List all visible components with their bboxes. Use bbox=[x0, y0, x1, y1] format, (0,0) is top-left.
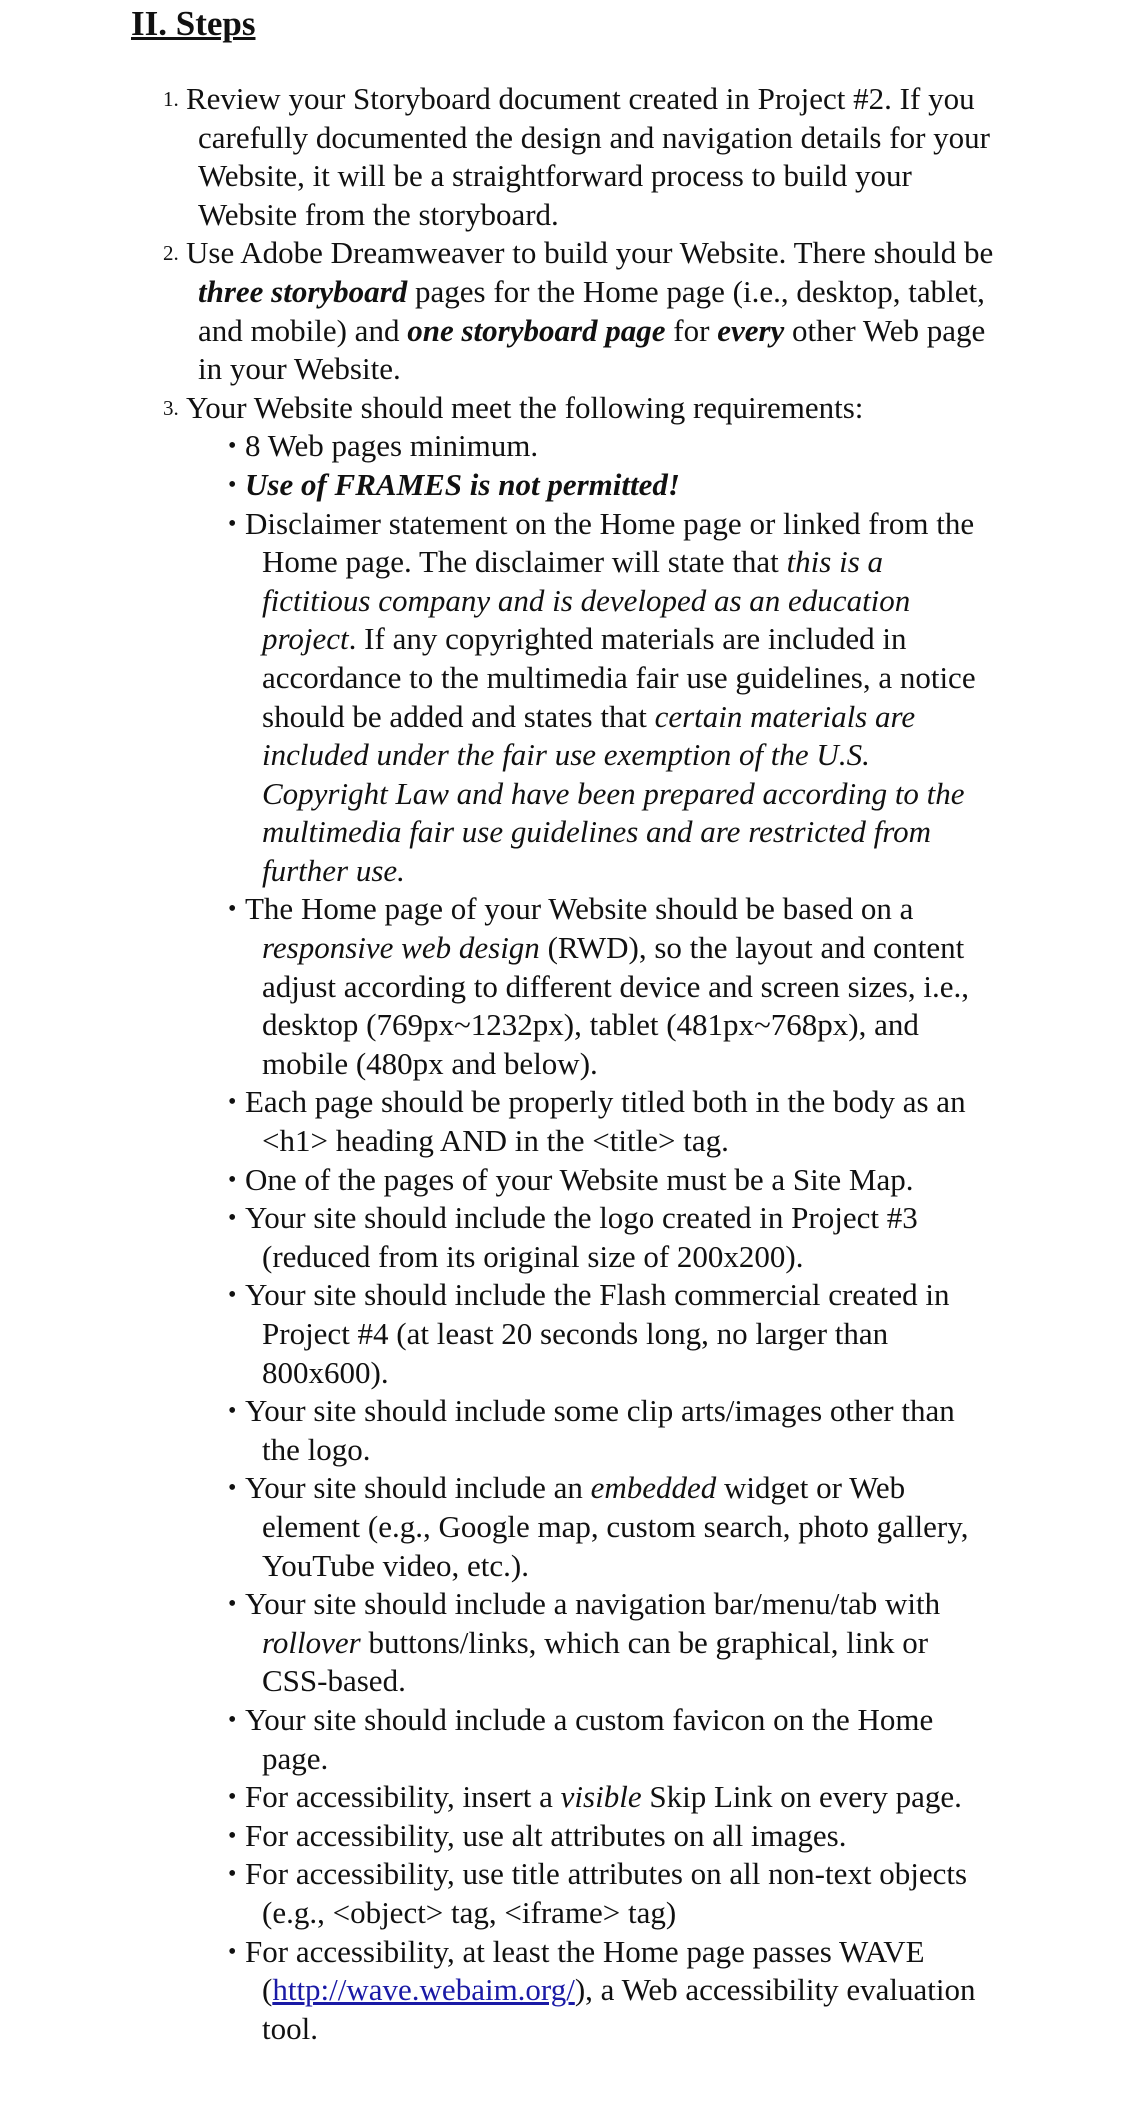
requirement-item bbox=[186, 1778, 986, 1817]
bullet-icon: • bbox=[228, 1398, 237, 1425]
requirement-item bbox=[186, 890, 986, 1083]
requirement-text-part: buttons/links, which can be graphical, link or CSS-based. bbox=[262, 1624, 929, 1699]
bullet-icon: • bbox=[228, 1089, 237, 1116]
emphasis-text: one storyboard page bbox=[407, 312, 666, 348]
requirement-item bbox=[186, 1855, 986, 1932]
emphasis-text: every bbox=[717, 312, 785, 348]
requirement-text-part: widget or Web element (e.g., Google map, custom search, photo gallery, YouTube video, etc.). bbox=[262, 1470, 969, 1583]
bullet-icon: • bbox=[228, 1938, 237, 1965]
step-text bbox=[186, 235, 993, 386]
bullet-icon: • bbox=[228, 1475, 237, 1502]
requirement-item bbox=[186, 1817, 986, 1856]
requirement-text: Your site should include the Flash commercial created in Project #4 (at least 20 seconds long, no larger than 800x600). bbox=[245, 1277, 950, 1390]
requirement-text: Each page should be properly titled both in the body as an <h1> heading AND in the <title> tag. bbox=[245, 1084, 966, 1159]
requirement-text-part: Disclaimer statement on the Home page or linked from the Home page. The disclaimer will state that bbox=[245, 505, 975, 580]
step-text-part: pages for the Home page (i.e., desktop, tablet, and mobile) and bbox=[198, 273, 985, 348]
italic-text: embedded bbox=[590, 1470, 717, 1506]
step-number: 3. bbox=[163, 395, 179, 420]
requirement-text: For accessibility, use alt attributes on all images. bbox=[245, 1817, 847, 1853]
requirement-text-part: . If any copyrighted materials are included in accordance to the multimedia fair use guidelines, a notice should be added and states that bbox=[262, 621, 976, 734]
requirement-text: Your site should include the logo created in Project #3 (reduced from its original size of 200x200). bbox=[245, 1200, 918, 1274]
requirement-text: Your site should include a custom favicon on the Home page. bbox=[245, 1701, 934, 1776]
bullet-icon: • bbox=[228, 1822, 237, 1849]
requirement-item bbox=[186, 1161, 986, 1200]
italic-text: rollover bbox=[262, 1624, 361, 1660]
step-number: 2. bbox=[163, 241, 179, 266]
emphasis-text: three storyboard bbox=[198, 273, 408, 309]
requirement-item bbox=[186, 427, 986, 466]
step-number: 1. bbox=[163, 87, 179, 111]
requirement-text: For accessibility, use title attributes on all non-text objects (e.g., <object> tag, <iframe> tag) bbox=[245, 1856, 968, 1930]
requirement-text bbox=[245, 1779, 962, 1814]
requirement-item bbox=[186, 1933, 986, 2049]
requirements-list bbox=[186, 427, 998, 2048]
requirement-text-part: Your site should include a navigation bar/menu/tab with bbox=[245, 1586, 941, 1622]
requirement-text bbox=[245, 1586, 940, 1698]
step-text-part: for bbox=[665, 312, 718, 348]
bullet-icon: • bbox=[228, 1784, 237, 1811]
requirement-item bbox=[186, 1392, 986, 1469]
bullet-icon: • bbox=[228, 1205, 237, 1232]
requirement-item bbox=[186, 1276, 986, 1392]
requirement-text bbox=[245, 891, 969, 1080]
requirement-text bbox=[245, 1934, 975, 2046]
italic-text: responsive web design bbox=[262, 930, 540, 966]
italic-text: certain materials are included under the fair use exemption of the U.S. Copyright Law and have been prepared according to the multimedia fair use guidelines and are restricted from further use. bbox=[262, 698, 965, 888]
bullet-icon: • bbox=[228, 1282, 237, 1309]
requirement-text: Your site should include some clip arts/images other than the logo. bbox=[245, 1393, 955, 1467]
bullet-icon: • bbox=[228, 433, 237, 460]
step-text-part: Use Adobe Dreamweaver to build your Website. There should be bbox=[186, 235, 994, 271]
bullet-icon: • bbox=[228, 471, 237, 498]
bullet-icon: • bbox=[228, 1166, 237, 1193]
step-text: Review your Storyboard document created in Project #2. If you carefully documented the design and navigation details for your Website, it will be a straightforward process to build your Website from the storyboard. bbox=[186, 81, 990, 232]
requirement-text bbox=[245, 506, 976, 888]
step-item-1 bbox=[0, 80, 998, 234]
requirement-item bbox=[186, 505, 986, 891]
bullet-icon: • bbox=[228, 1706, 237, 1733]
requirement-text-part: Your site should include an bbox=[245, 1470, 591, 1506]
requirement-item bbox=[186, 1199, 986, 1276]
bullet-icon: • bbox=[228, 510, 237, 537]
section-heading: II. Steps bbox=[131, 4, 256, 43]
step-item-3 bbox=[0, 389, 998, 2049]
requirement-item bbox=[186, 1701, 986, 1778]
bullet-icon: • bbox=[228, 1591, 237, 1618]
requirement-text-part: The Home page of your Website should be based on a bbox=[245, 891, 914, 927]
requirement-text-part: For accessibility, at least the Home page passes WAVE ( bbox=[245, 1933, 925, 2008]
requirement-text bbox=[245, 1470, 968, 1582]
requirement-text-part: For accessibility, insert a bbox=[245, 1779, 561, 1815]
bullet-icon: • bbox=[228, 1861, 237, 1888]
step-text-part: other Web page in your Website. bbox=[198, 312, 986, 387]
requirement-text-part: ), a Web accessibility evaluation tool. bbox=[262, 1972, 976, 2046]
requirement-text: 8 Web pages minimum. bbox=[245, 428, 539, 464]
requirement-item bbox=[186, 1083, 986, 1160]
steps-list bbox=[0, 80, 1123, 2048]
requirement-text: One of the pages of your Website must be a Site Map. bbox=[245, 1161, 914, 1197]
wave-link[interactable]: http://wave.webaim.org/ bbox=[272, 1972, 575, 2008]
requirement-item bbox=[186, 466, 986, 505]
requirement-text: Use of FRAMES is not permitted! bbox=[245, 466, 680, 502]
step-text: Your Website should meet the following requirements: bbox=[186, 389, 864, 425]
requirement-text-part: Skip Link on every page. bbox=[641, 1779, 962, 1815]
italic-text: this is a fictitious company and is developed as an education project bbox=[262, 544, 911, 657]
bullet-icon: • bbox=[228, 896, 237, 923]
italic-text: visible bbox=[560, 1779, 642, 1815]
step-item-2 bbox=[0, 234, 998, 388]
requirement-item bbox=[186, 1585, 986, 1701]
requirement-text-part: (RWD), so the layout and content adjust according to different device and screen sizes, i.e., desktop (769px~1232px), tablet (481px~768px), and mobile (480px and below). bbox=[262, 930, 969, 1081]
requirement-item bbox=[186, 1469, 986, 1585]
